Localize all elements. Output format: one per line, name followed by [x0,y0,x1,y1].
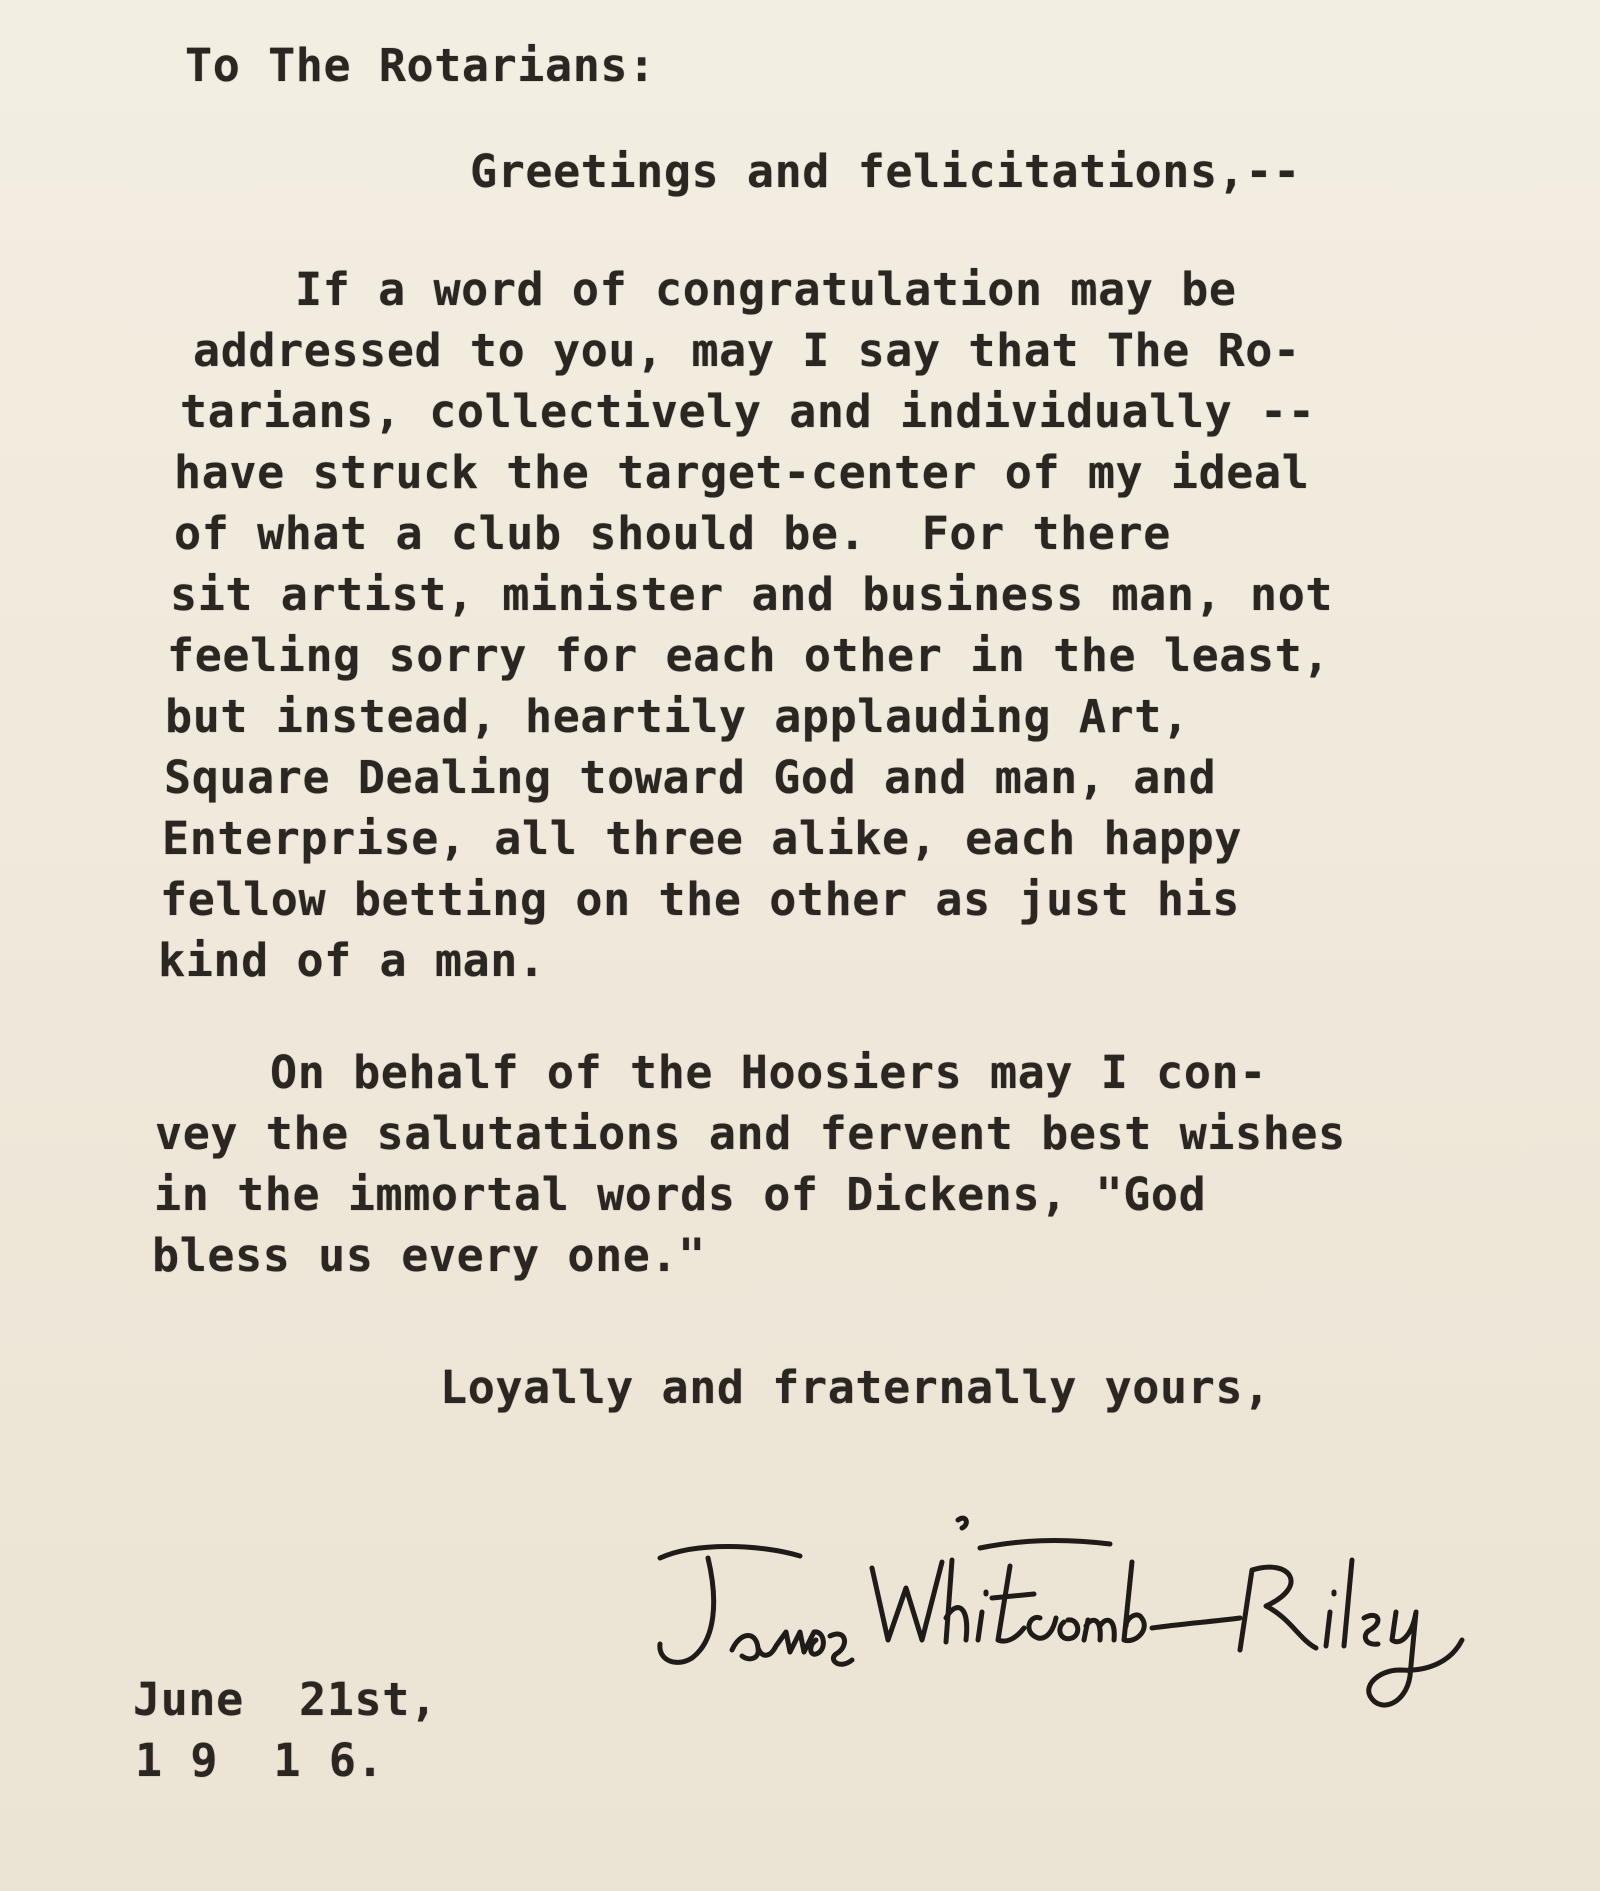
paragraph2-line: in the immortal words of Dickens, "God [154,1168,1207,1221]
greeting: Greetings and felicitations,-- [470,145,1301,198]
paragraph2-line: vey the salutations and fervent best wishes [155,1107,1346,1160]
paragraph1-line: kind of a man. [158,934,546,987]
salutation: To The Rotarians: [185,39,656,92]
paragraph2-line: bless us every one." [152,1229,706,1282]
date-line: June 21st, [133,1673,438,1726]
paragraph1-line: If a word of congratulation may be [295,263,1237,316]
paragraph1-line: but instead, heartily applauding Art, [165,690,1190,743]
paragraph1-line: sit artist, minister and business man, not [170,568,1334,621]
paragraph1-line: have struck the target-center of my ideal [174,446,1310,499]
date-year: 1 9 1 6. [135,1734,385,1787]
paragraph1-line: tarians, collectively and individually -- [180,385,1316,438]
closing: Loyally and fraternally yours, [440,1361,1271,1414]
paragraph1-line: fellow betting on the other as just his [160,873,1240,926]
handwritten-signature [640,1500,1500,1740]
paragraph1-line: addressed to you, may I say that The Ro- [193,324,1301,377]
paragraph1-line: Square Dealing toward God and man, and [164,751,1217,804]
paragraph1-line: Enterprise, all three alike, each happy [162,812,1242,865]
paragraph2-line: On behalf of the Hoosiers may I con- [270,1046,1267,1099]
paragraph1-line: of what a club should be. For there [174,507,1171,560]
paragraph1-line: feeling sorry for each other in the least, [167,629,1331,682]
